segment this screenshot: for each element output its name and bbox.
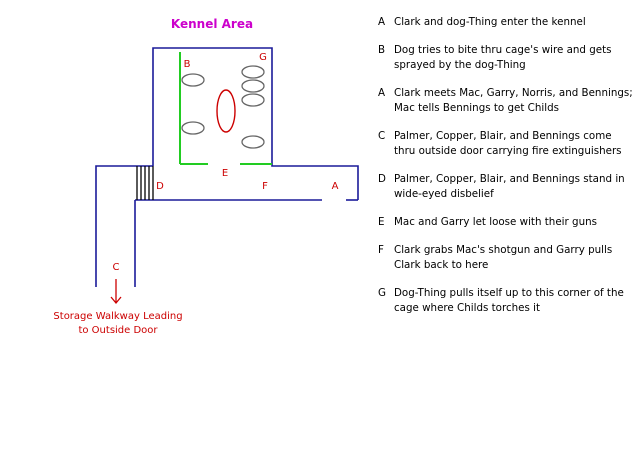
legend-key: D xyxy=(378,173,386,185)
legend-key: B xyxy=(378,44,386,56)
walkway-caption-line2: to Outside Door xyxy=(78,325,158,336)
map-label-b: B xyxy=(183,59,191,70)
legend-item xyxy=(378,243,633,273)
dog-icon xyxy=(242,66,264,78)
legend-text: Dog tries to bite thru cage's wire and gets sprayed by the dog-Thing xyxy=(394,44,612,71)
legend-text: Dog-Thing pulls itself up to this corner of the cage where Childs torches it xyxy=(394,287,624,314)
legend-key: A xyxy=(378,87,386,99)
walkway-arrow-icon xyxy=(111,279,121,303)
map-label-f: F xyxy=(262,181,268,192)
legend-text: Mac and Garry let loose with their guns xyxy=(394,216,597,228)
map-label-d: D xyxy=(156,181,164,192)
legend-key: F xyxy=(378,244,384,256)
legend-item xyxy=(378,172,633,202)
dog-icon xyxy=(242,136,264,148)
legend-text: Palmer, Copper, Blair, and Bennings stand in wide-eyed disbelief xyxy=(394,173,625,200)
legend-key: G xyxy=(378,287,386,299)
dog-icon xyxy=(242,94,264,106)
walkway-caption-line1: Storage Walkway Leading xyxy=(53,311,183,322)
legend-key: A xyxy=(378,16,386,28)
legend-item xyxy=(378,15,633,30)
dog-icon xyxy=(182,74,204,86)
map-label-a: A xyxy=(331,181,339,192)
legend-text: Clark meets Mac, Garry, Norris, and Bennings; Mac tells Bennings to get Childs xyxy=(394,87,633,114)
legend-text: Palmer, Copper, Blair, and Bennings come thru outside door carrying fire extinguishers xyxy=(394,130,622,157)
legend-key: E xyxy=(378,216,385,228)
map-label-e: E xyxy=(221,168,229,179)
legend-key: C xyxy=(378,130,386,142)
event-legend xyxy=(378,15,633,316)
legend-item xyxy=(378,215,633,230)
legend-text: Clark and dog-Thing enter the kennel xyxy=(394,16,586,28)
legend-text: Clark grabs Mac's shotgun and Garry pulls Clark back to here xyxy=(394,244,613,271)
legend-item xyxy=(378,86,633,116)
map-label-g: G xyxy=(259,52,267,63)
legend-item xyxy=(378,286,633,316)
dog-thing-icon xyxy=(217,90,235,132)
map-label-c: C xyxy=(112,262,120,273)
door-slats xyxy=(137,166,153,200)
dogs xyxy=(182,66,264,148)
legend-item xyxy=(378,43,633,73)
dog-icon xyxy=(182,122,204,134)
legend-item xyxy=(378,129,633,159)
diagram-title: Kennel Area xyxy=(170,17,254,31)
dog-icon xyxy=(242,80,264,92)
